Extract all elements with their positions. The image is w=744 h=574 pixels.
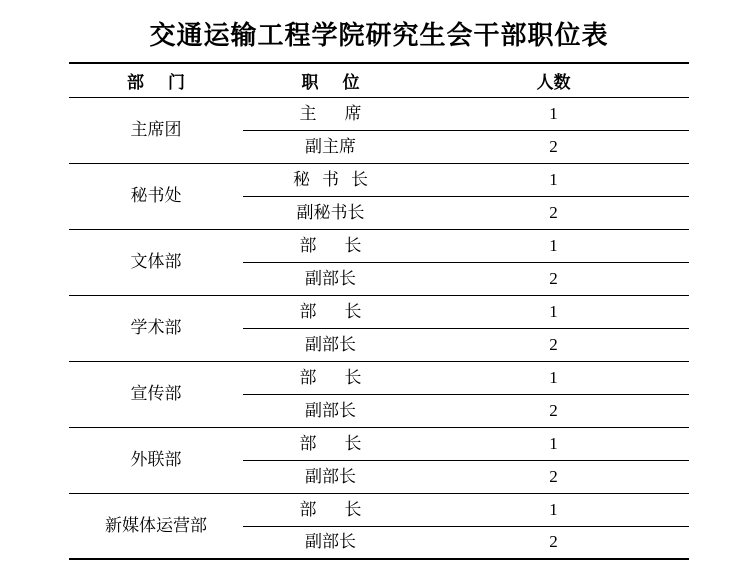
header-department: 部门 — [69, 63, 243, 97]
count-cell: 1 — [418, 427, 689, 460]
department-cell: 宣传部 — [69, 361, 243, 427]
count-cell: 2 — [418, 130, 689, 163]
position-cell: 部长 — [243, 361, 418, 394]
count-cell: 1 — [418, 97, 689, 130]
count-cell: 1 — [418, 229, 689, 262]
department-cell: 新媒体运营部 — [69, 493, 243, 559]
position-cell: 主席 — [243, 97, 418, 130]
count-cell: 1 — [418, 361, 689, 394]
position-cell: 副部长 — [243, 262, 418, 295]
position-cell: 部长 — [243, 229, 418, 262]
position-cell: 副部长 — [243, 460, 418, 493]
document-title: 交通运输工程学院研究生会干部职位表 — [149, 21, 609, 51]
count-cell: 1 — [418, 163, 689, 196]
table-row — [69, 295, 689, 328]
department-cell: 主席团 — [69, 97, 243, 163]
count-cell: 2 — [418, 394, 689, 427]
position-cell: 部长 — [243, 427, 418, 460]
header-count: 人数 — [418, 63, 689, 97]
count-cell: 2 — [418, 328, 689, 361]
position-cell: 副部长 — [243, 526, 418, 559]
count-cell: 2 — [418, 460, 689, 493]
position-cell: 部长 — [243, 493, 418, 526]
table-body — [69, 97, 689, 559]
department-cell: 学术部 — [69, 295, 243, 361]
table-row — [69, 427, 689, 460]
header-position: 职位 — [243, 63, 418, 97]
position-cell: 秘书长 — [243, 163, 418, 196]
count-cell: 2 — [418, 526, 689, 559]
table-row — [69, 97, 689, 130]
count-cell: 1 — [418, 493, 689, 526]
table-row — [69, 361, 689, 394]
department-cell: 秘书处 — [69, 163, 243, 229]
count-cell: 2 — [418, 262, 689, 295]
position-cell: 副部长 — [243, 328, 418, 361]
position-cell: 部长 — [243, 295, 418, 328]
position-cell: 副部长 — [243, 394, 418, 427]
table-header — [69, 63, 689, 97]
count-cell: 2 — [418, 196, 689, 229]
position-cell: 副主席 — [243, 130, 418, 163]
table-row — [69, 493, 689, 526]
table-row — [69, 229, 689, 262]
header-row — [69, 63, 689, 97]
position-table — [69, 62, 689, 560]
department-cell: 外联部 — [69, 427, 243, 493]
department-cell: 文体部 — [69, 229, 243, 295]
count-cell: 1 — [418, 295, 689, 328]
position-cell: 副秘书长 — [243, 196, 418, 229]
table-row — [69, 163, 689, 196]
